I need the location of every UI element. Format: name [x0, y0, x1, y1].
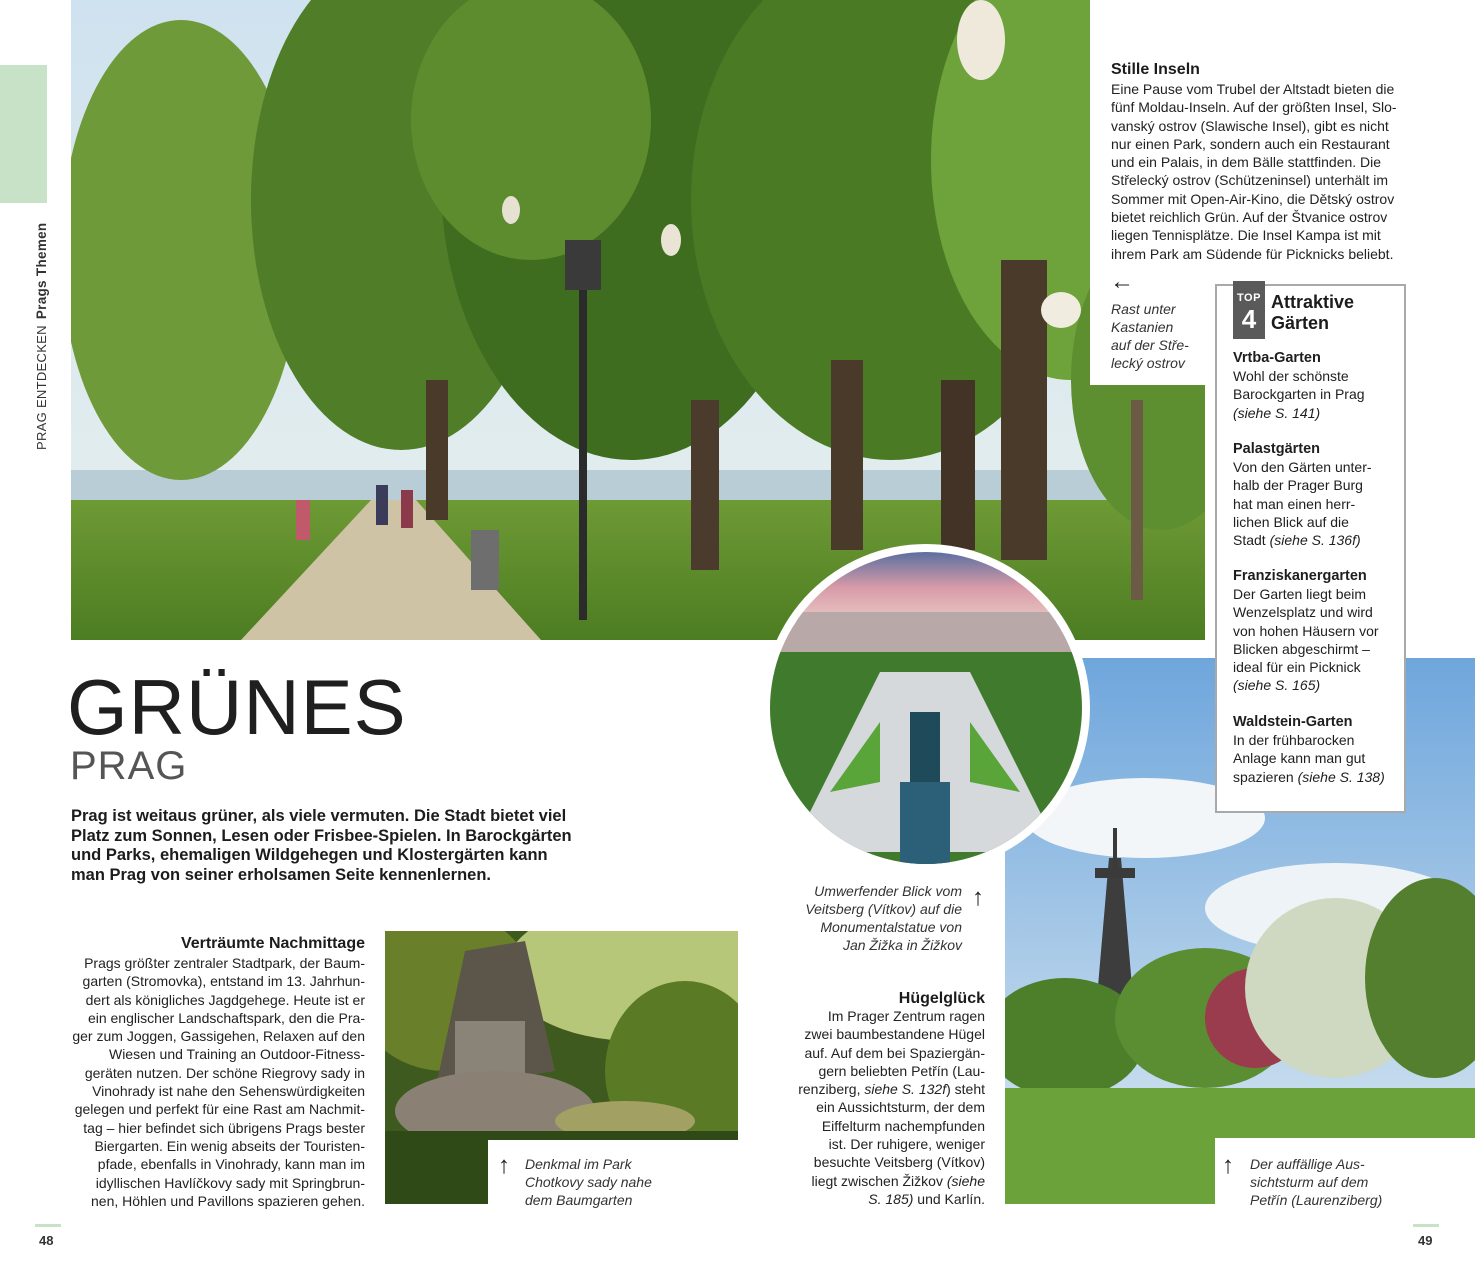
page-number-right: 49 [1418, 1233, 1433, 1248]
arrow-left-icon: ← [1110, 268, 1134, 295]
caption-line: Denkmal im Park [525, 1156, 632, 1172]
garden-vrtba [1233, 349, 1398, 422]
text-line: bietet reichlich Grün. Auf der Štvanice ostrov [1111, 209, 1388, 226]
text-line [790, 1172, 985, 1190]
garden-line: Anlage kann man gut [1233, 750, 1366, 767]
text-line: Střelecký ostrov (Schützeninsel) unterhält im [1111, 172, 1388, 189]
garden-line-text: Stadt [1233, 532, 1270, 549]
sidebar-color-tab [0, 65, 47, 203]
caption-line: Der auffällige Aus- [1250, 1156, 1365, 1172]
huegelglueck-text [790, 1007, 985, 1208]
text-line: Prags größter zentraler Stadtpark, der Baum- [84, 955, 365, 971]
text-line: fünf Moldau-Inseln. Auf der größten Insel, Slo- [1111, 99, 1397, 116]
caption-line: Veitsberg (Vítkov) auf die [805, 901, 962, 917]
sidebar-section-label [34, 223, 49, 450]
park-photo-main [71, 0, 1205, 640]
garden-line: Wenzelsplatz und wird [1233, 604, 1373, 621]
garden-line: Blicken abgeschirmt – [1233, 640, 1370, 657]
caption-line: lecký ostrov [1111, 355, 1185, 371]
text-line: Im Prager Zentrum ragen [827, 1008, 985, 1024]
text-line: ist. Der ruhigere, weniger [828, 1136, 985, 1153]
caption-line: Monumentalstatue von [820, 919, 962, 935]
stille-inseln-text [1111, 80, 1471, 263]
text-line: ihrem Park am Südende für Picknicks beliebt. [1111, 245, 1394, 262]
text-part: ) steht [946, 1081, 985, 1098]
text-line: Eine Pause vom Trubel der Altstadt bieten die [1111, 81, 1395, 97]
garden-palast [1233, 440, 1403, 549]
text-line: auf. Auf dem bei Spaziergän- [804, 1044, 985, 1061]
text-part: und Karlín. [913, 1190, 985, 1207]
caption-chotkovy [525, 1155, 652, 1209]
caption-petrin [1250, 1155, 1382, 1209]
topic-name: Prags Themen [34, 222, 49, 320]
text-line [790, 1190, 985, 1208]
garden-line: lichen Blick auf die [1233, 513, 1349, 530]
title-line: Gärten [1271, 313, 1330, 333]
page-number-rule-left [35, 1224, 61, 1227]
caption-line: Petřín (Laurenziberg) [1250, 1192, 1383, 1208]
caption-line: sichtsturm auf dem [1250, 1174, 1369, 1190]
arrow-up-icon: ↑ [498, 1152, 510, 1179]
arrow-up-icon: ↑ [1222, 1152, 1234, 1179]
garden-ref: (siehe S. 141) [1233, 404, 1321, 421]
garden-line: Von den Gärten unter- [1233, 459, 1372, 475]
page-title: GRÜNES [67, 663, 407, 751]
caption-kastanien [1111, 300, 1189, 372]
vertraeumte-heading: Verträumte Nachmittage [180, 935, 365, 952]
caption-line: auf der Stře- [1111, 337, 1189, 353]
text-line: und ein Palais, in dem Bälle stattfinden. Die [1111, 154, 1382, 171]
garden-line: Der Garten liegt beim [1233, 586, 1367, 602]
garden-franziskaner [1233, 567, 1403, 695]
text-line: Biergarten. Ein wenig abseits der Touristen- [94, 1137, 365, 1154]
badge-number: 4 [1241, 304, 1257, 334]
garden-name: Palastgärten [1233, 441, 1321, 457]
vitkov-circle-photo [770, 552, 1082, 864]
caption-vitkov [790, 882, 962, 954]
text-line: garten (Stromovka), entstand im 13. Jahrhun- [82, 973, 365, 990]
garden-waldstein [1233, 713, 1403, 786]
garden-line [1233, 531, 1403, 549]
vertraeumte-text [60, 954, 365, 1210]
garden-line: In der frühbarocken [1233, 732, 1355, 748]
lead-paragraph: Prag ist weitaus grüner, als viele vermuten. Die Stadt bietet viel Platz zum Sonnen, Lesen oder Frisbee-Spielen. In Barockgärten und Parks, ehemaligen Wildgehegen und Klostergärten kann man Prag von seiner erholsamen Seite kennenlernen. [71, 807, 572, 884]
garden-name: Waldstein-Garten [1233, 714, 1353, 730]
page-number-rule-right [1413, 1224, 1439, 1227]
text-ref: (siehe [946, 1172, 985, 1189]
garden-name: Vrtba-Garten [1233, 350, 1321, 366]
garden-line: von hohen Häusern vor [1233, 622, 1379, 639]
garden-line [1233, 768, 1403, 786]
text-line: gern beliebten Petřín (Lau- [818, 1062, 985, 1079]
garden-line: hat man einen herr- [1233, 495, 1356, 512]
garden-name: Franziskanergarten [1233, 568, 1367, 584]
text-line: Wiesen und Training an Outdoor-Fitness- [108, 1046, 365, 1063]
text-line: Sommer mit Open-Air-Kino, die Dětský ostrov [1111, 190, 1395, 207]
text-line: gelegen und perfekt für eine Rast am Nachmit- [74, 1101, 365, 1118]
text-line: Vinohrady ist nahe den Sehenswürdigkeiten [92, 1083, 365, 1100]
garden-ref: (siehe S. 136f) [1269, 532, 1361, 549]
text-line: vanský ostrov (Slawische Insel), gibt es nicht [1111, 117, 1389, 134]
garden-ref: (siehe S. 165) [1233, 677, 1321, 694]
text-line: zwei baumbestandene Hügel [804, 1026, 985, 1043]
text-line: ger zum Joggen, Gassigehen, Relaxen auf den [72, 1028, 365, 1045]
top4-badge [1233, 281, 1265, 339]
park-illustration [71, 0, 1205, 640]
garden-line: Wohl der schönste [1233, 368, 1349, 384]
text-line: liegen Tennisplätze. Die Insel Kampa ist mit [1111, 227, 1381, 244]
text-line: geräten nutzen. Der schöne Riegrovy sady in [84, 1064, 365, 1081]
caption-line: Kastanien [1111, 319, 1174, 335]
caption-line: dem Baumgarten [525, 1192, 633, 1208]
text-line: nur einen Park, sondern auch ein Restaurant [1111, 135, 1390, 152]
text-line: tag – hier befindet sich übrigens Prags bester [83, 1119, 365, 1136]
text-part: liegt zwischen Žižkov [811, 1172, 947, 1189]
section-name: PRAG ENTDECKEN [34, 325, 49, 450]
huegelglueck-heading: Hügelglück [898, 990, 985, 1007]
caption-line: Jan Žižka in Žižkov [842, 937, 962, 953]
stille-inseln-heading: Stille Inseln [1111, 61, 1200, 78]
garden-line: ideal für ein Picknick [1233, 659, 1361, 676]
text-line [790, 1080, 985, 1098]
text-line: dert als königliches Jagdgehege. Heute ist er [85, 991, 365, 1008]
text-ref: siehe S. 132f [864, 1081, 947, 1098]
page-subtitle: PRAG [70, 744, 188, 788]
caption-line: Umwerfender Blick vom [814, 883, 962, 899]
caption-line: Chotkovy sady nahe [525, 1174, 652, 1190]
text-line: idyllischen Havlíčkovy sady mit Springbrun- [95, 1174, 365, 1191]
badge-top-label: TOP [1237, 292, 1261, 304]
text-line: Eiffelturm nachempfunden [821, 1117, 985, 1134]
title-line: Attraktive [1271, 292, 1355, 312]
garden-line: Barockgarten in Prag [1233, 386, 1365, 403]
page-number-left: 48 [39, 1233, 54, 1248]
arrow-up-icon: ↑ [972, 884, 984, 911]
text-line: nen, Höhlen und Pavillons spazieren gehen. [91, 1192, 365, 1209]
text-line: ein englischer Landschaftspark, den die Pra- [87, 1009, 365, 1026]
text-line: pfade, ebenfalls in Vinohrady, kann man im [97, 1156, 365, 1173]
text-line: besuchte Veitsberg (Vítkov) [813, 1154, 985, 1171]
garden-ref: (siehe S. 138) [1297, 768, 1385, 785]
caption-line: Rast unter [1111, 301, 1176, 317]
garden-line-text: spazieren [1233, 768, 1298, 785]
text-part: renziberg, [798, 1081, 865, 1098]
vitkov-illustration [770, 552, 1082, 864]
text-ref: S. 185) [868, 1190, 914, 1207]
text-line: ein Aussichtsturm, der dem [816, 1099, 985, 1116]
garden-line: halb der Prager Burg [1233, 477, 1363, 494]
top4-title [1271, 292, 1354, 334]
